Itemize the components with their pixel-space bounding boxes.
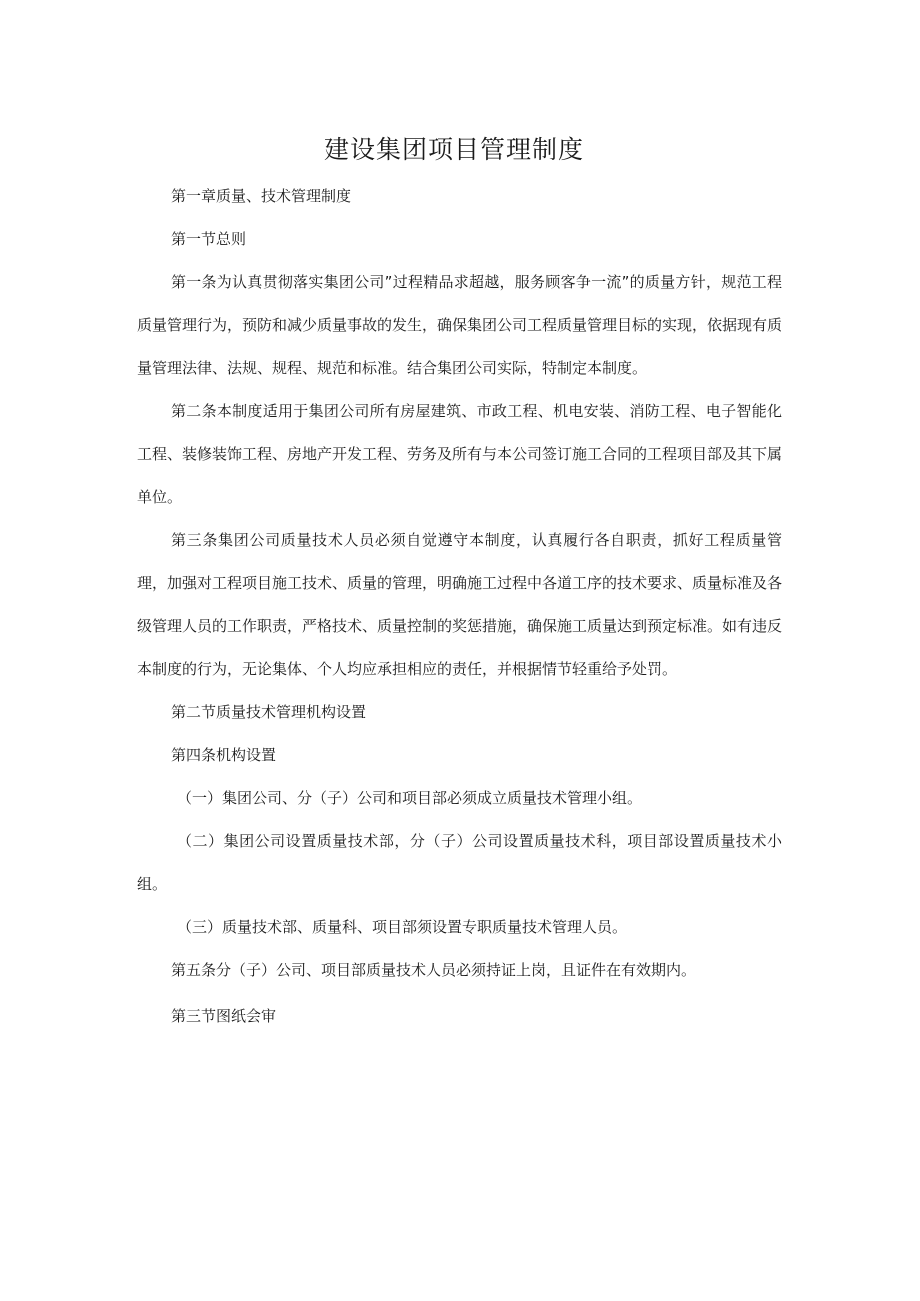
- list-item: （三）质量技术部、质量科、项目部须设置专职质量技术管理人员。: [177, 918, 628, 936]
- document-body: [137, 175, 782, 1038]
- article-paragraph: 第二条本制度适用于集团公司所有房屋建筑、市政工程、机电安装、消防工程、电子智能化工程、装修装饰工程、房地产开发工程、劳务及所有与本公司签订施工合同的工程项目部及其下属单位。: [137, 402, 783, 506]
- section-heading: 第一节总则: [171, 230, 247, 248]
- section-heading: 第三节图纸会审: [171, 1007, 277, 1025]
- chapter-heading: 第一章质量、技术管理制度: [171, 187, 352, 205]
- article-heading: 第四条机构设置: [171, 746, 277, 764]
- document-title: 建设集团项目管理制度: [323, 135, 584, 164]
- list-item: （二）集团公司设置质量技术部，分（子）公司设置质量技术科，项目部设置质量技术小组。: [137, 832, 782, 893]
- article-paragraph: 第五条分（子）公司、项目部质量技术人员必须持证上岗，且证件在有效期内。: [171, 961, 697, 979]
- article-paragraph: 第一条为认真贯彻落实集团公司”过程精品求超越，服务顾客争一流”的质量方针，规范工程质量管理行为，预防和减少质量事故的发生，确保集团公司工程质量管理目标的实现，依据现有质量管理法律、法规、规程、规范和标准。结合集团公司实际，特制定本制度。: [137, 273, 783, 377]
- article-paragraph: 第三条集团公司质量技术人员必须自觉遵守本制度，认真履行各自职责，抓好工程质量管理，加强对工程项目施工技术、质量的管理，明确施工过程中各道工序的技术要求、质量标准及各级管理人员的工作职责，严格技术、质量控制的奖惩措施，确保施工质量达到预定标准。如有违反本制度的行为，无论集体、个人均应承担相应的责任，并根据情节轻重给予处罚。: [137, 531, 783, 678]
- list-item: （一）集团公司、分（子）公司和项目部必须成立质量技术管理小组。: [177, 789, 643, 807]
- section-heading: 第二节质量技术管理机构设置: [171, 703, 367, 721]
